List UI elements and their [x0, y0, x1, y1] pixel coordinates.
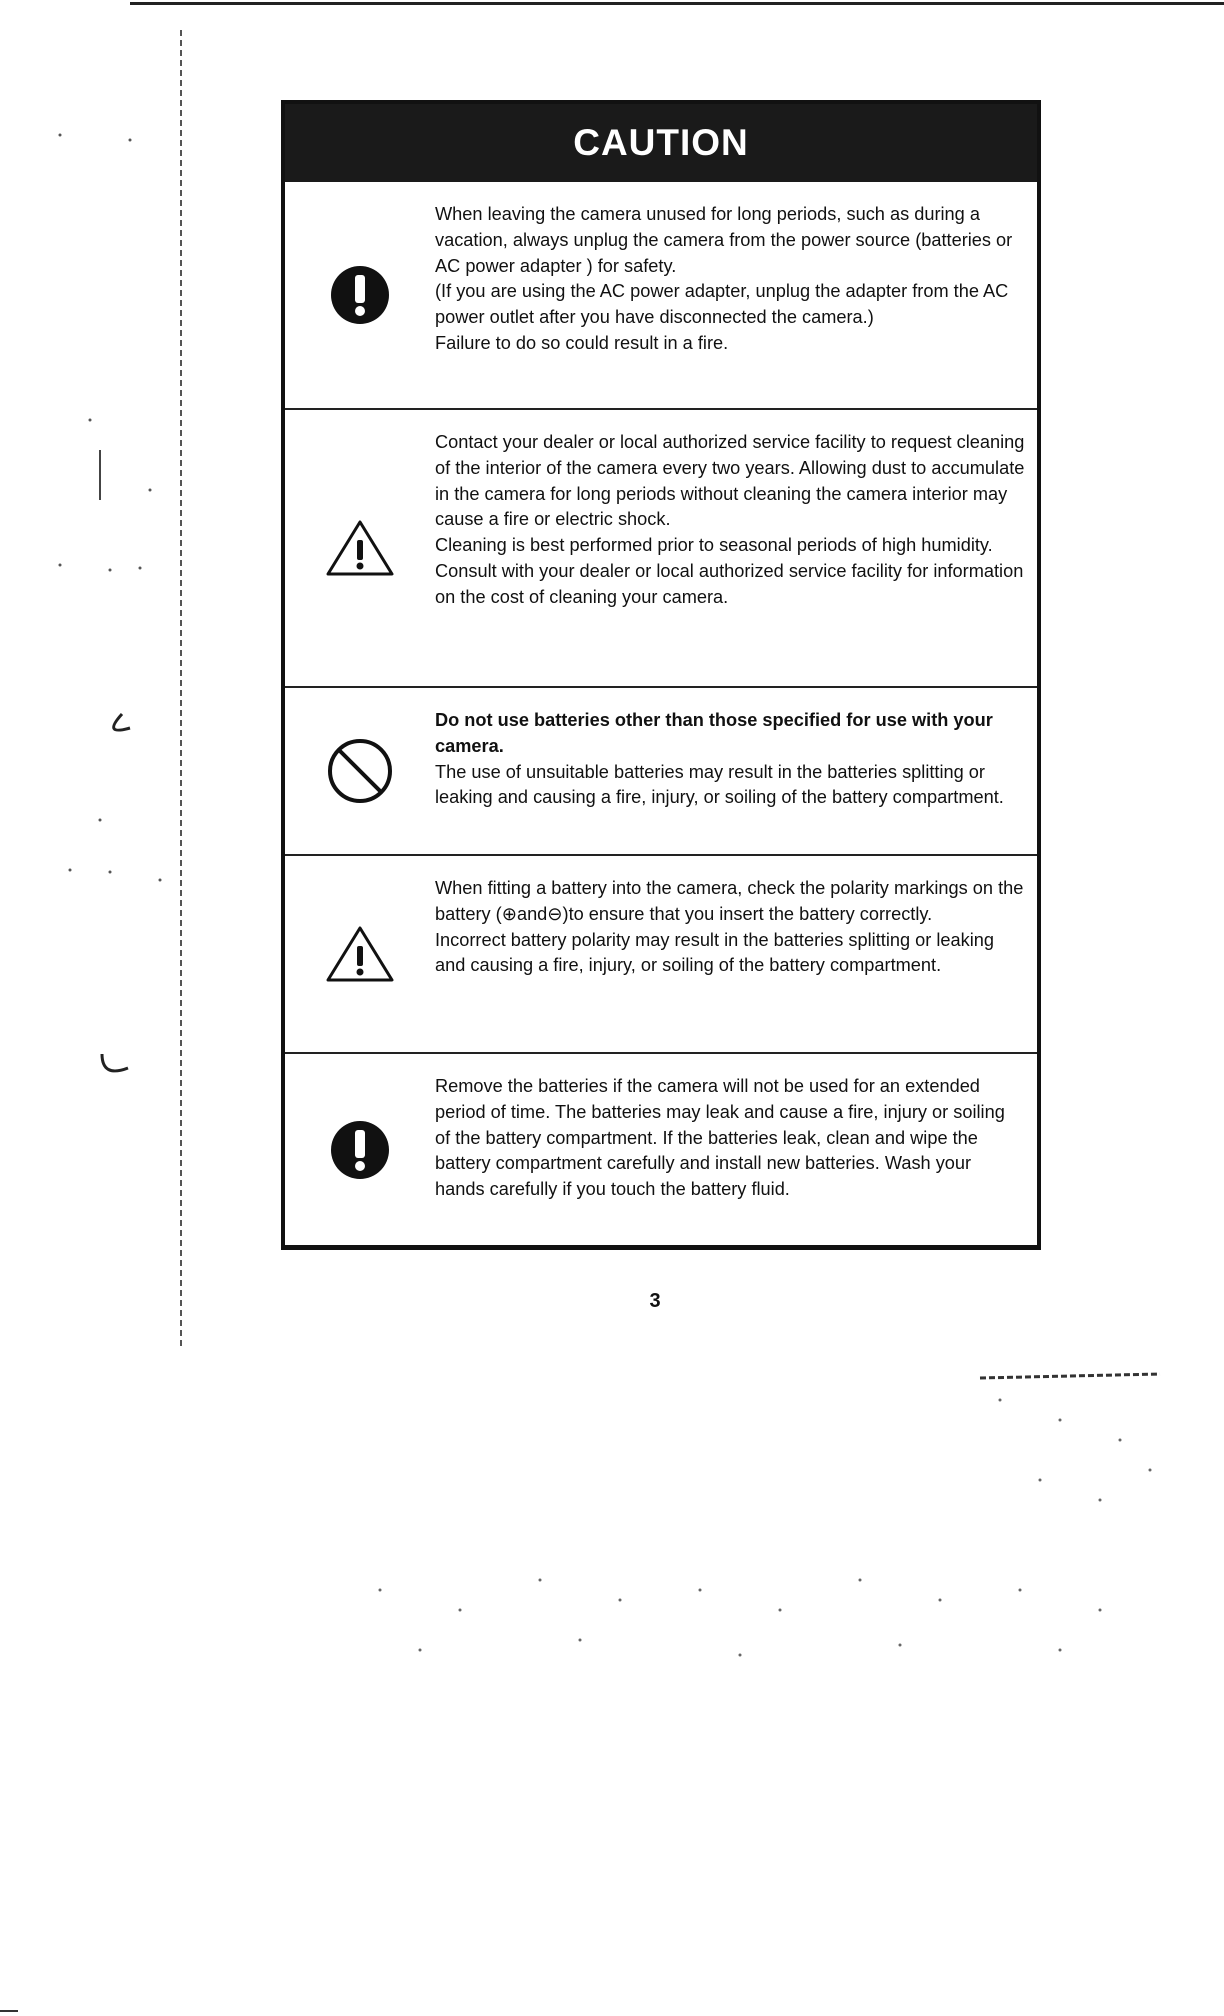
paragraph: Failure to do so could result in a fire. — [435, 332, 729, 353]
paragraph: When fitting a battery into the camera, check the polarity markings on the battery (⊕and⊖)to ensure that you insert the battery correctly. — [435, 878, 1024, 924]
icon-column — [285, 182, 435, 408]
icon-column — [285, 856, 435, 1052]
section-text — [435, 1054, 1025, 1203]
paragraph: Contact your dealer or local authorized service facility to request cleaning of the interior of the camera every two years. Allowing dust to accumulate in the camera for long periods without cleaning the camera interior may cause a fire or electric shock. — [435, 432, 1025, 530]
edge-mark — [0, 2010, 18, 2012]
section-text — [435, 182, 1025, 357]
icon-column — [285, 410, 435, 686]
scan-noise-bottom — [280, 1360, 1180, 1680]
caution-section-unplug — [285, 182, 1037, 408]
caution-box — [281, 100, 1041, 1250]
section-text — [435, 856, 1025, 979]
top-rule — [130, 2, 1224, 5]
warning-triangle-icon — [325, 924, 395, 984]
paragraph: When leaving the camera unused for long periods, such as during a vacation, always unplug the camera from the power source (batteries or AC power adapter ) for safety. — [435, 204, 1013, 276]
caution-section-battery-type — [285, 686, 1037, 854]
paragraph: Incorrect battery polarity may result in the batteries splitting or leaking and causing a fire, injury, or soiling of the battery compartment. — [435, 929, 995, 976]
paragraph: Consult with your dealer or local authorized service facility for information on the cost of cleaning your camera. — [435, 560, 1024, 607]
paragraph: Cleaning is best performed prior to seasonal periods of high humidity. — [435, 535, 993, 556]
icon-column — [285, 688, 435, 854]
paragraph: Remove the batteries if the camera will not be used for an extended period of time. The batteries may leak and cause a fire, injury or soiling of the battery compartment. If the batteries leak, clean and wipe the battery compartment carefully and install new batteries. Wash your hands carefully if you touch the battery fluid. — [435, 1076, 1005, 1200]
icon-column — [285, 1054, 435, 1245]
section-text — [435, 410, 1025, 611]
caution-header — [285, 104, 1037, 182]
prohibition-icon — [325, 736, 395, 806]
caution-section-cleaning — [285, 408, 1037, 686]
paragraph: The use of unsuitable batteries may result in the batteries splitting or leaking and causing a fire, injury, or soiling of the battery compartment. — [435, 761, 1004, 808]
bold-warning: Do not use batteries other than those specified for use with your camera. — [435, 710, 993, 756]
paragraph: (If you are using the AC power adapter, unplug the adapter from the AC power outlet after you have disconnected the camera.) — [435, 281, 1009, 328]
caution-section-polarity — [285, 854, 1037, 1052]
warning-triangle-icon — [325, 518, 395, 578]
exclamation-circle-icon — [329, 1119, 391, 1181]
exclamation-circle-icon — [329, 264, 391, 326]
caution-section-remove-batteries — [285, 1052, 1037, 1245]
caution-title: CAUTION — [573, 122, 749, 163]
page-number: 3 — [649, 1290, 661, 1312]
scan-marks-left — [40, 100, 200, 1100]
section-text — [435, 688, 1025, 811]
